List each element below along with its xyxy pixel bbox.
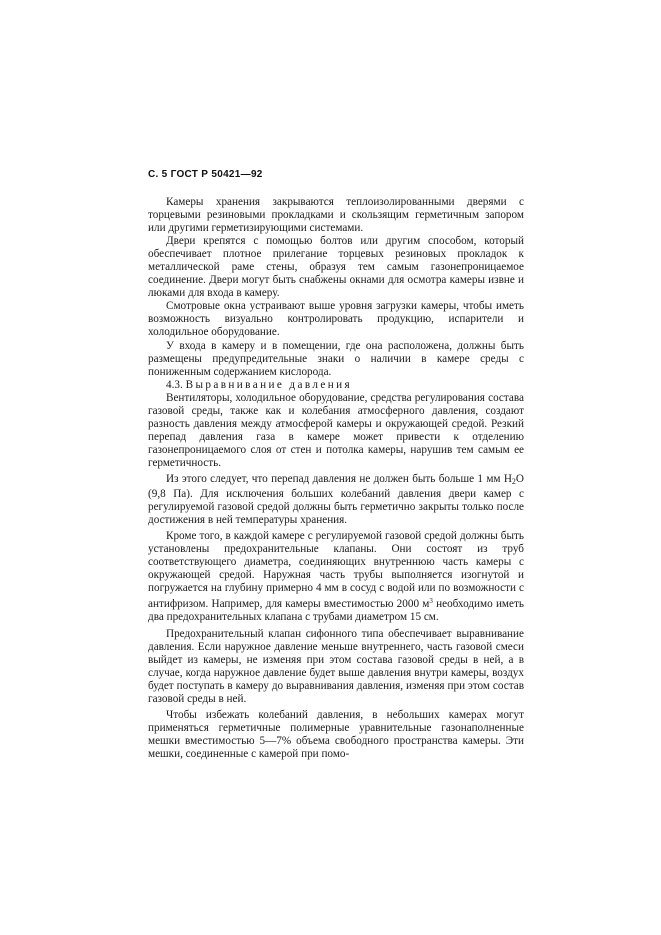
section-title: Выравнивание давления (185, 378, 353, 391)
section-heading (148, 379, 524, 392)
pressure-text-before: Из этого следует, что перепад давления не должен быть больше 1 мм Н (166, 472, 512, 485)
pressure-text-after: О (9,8 Па). Для исключения больших колебаний давления двери камер с регулируемой газовой средой должны быть герметично закрыты только после достижения в ней температуры хранения. (148, 472, 524, 527)
body-text (148, 196, 524, 761)
paragraph-compensation-bags: Чтобы избежать колебаний давления, в небольших камерах могут применяться герметичные полимерные уравнительные газонаполненные мешки вместимостью 5—7% объема свободного пространства камеры. Эти мешки, соединенные с камерой при помо- (148, 708, 524, 760)
paragraph-warning-signs: У входа в камеру и в помещении, где она расположена, должны быть размещены предупредительные знаки о наличии в камере среды с пониженным содержанием кислорода. (148, 339, 524, 378)
section-number: 4.3. (166, 378, 183, 391)
paragraph-pressure-difference: Вентиляторы, холодильное оборудование, средства регулирования состава газовой среды, также как и колебания атмосферного давления, создают разность давления между атмосферой камеры и окружающей средой. Резкий перепад давления газа в камере может привести к отделению газонепроницаемого слоя от стен и потолка камеры, нарушив тем самым ее герметичность. (148, 391, 524, 469)
valve-superscript: 3 (429, 597, 433, 606)
paragraph-safety-valves (148, 530, 524, 624)
paragraph-doors-insulation: Камеры хранения закрываются теплоизолированными дверями с торцевыми резиновыми прокладками и скользящим герметичным запором или другими герметизирующими системами. (148, 196, 524, 235)
paragraph-doors-fastening: Двери крепятся с помощью болтов или другим способом, который обеспечивает плотное прилегание торцевых резиновых прокладок к металлической раме стены, образуя тем самым газонепроницаемое соединение. Двери могут быть снабжены окнами для осмотра камеры извне и люками для входа в камеру. (148, 235, 524, 300)
page-header: С. 5 ГОСТ Р 50421—92 (148, 169, 263, 180)
paragraph-siphon-valve: Предохранительный клапан сифонного типа обеспечивает выравнивание давления. Если наружное давление меньше внутреннего, часть газовой смеси выйдет из камеры, не изменяя при этом состава газовой среды в ней, а в случае, когда наружное давление будет выше давления внутри камеры, воздух будет поступать в камеру до выравнивания давления, изменяя при этом состав газовой среды в ней. (148, 627, 524, 705)
paragraph-pressure-limit (148, 473, 524, 527)
valve-text-after: необходимо иметь два предохранительных клапана с трубами диаметром 15 см. (148, 598, 524, 624)
pressure-subscript: 2 (511, 476, 516, 486)
valve-text-before: Кроме того, в каждой камере с регулируемой газовой средой должны быть установлены предохранительные клапаны. Они состоят из труб соответствующего диаметра, соединяющих внутреннюю часть камеры с окружающей средой. Наружная часть трубы выполняется изогнутой и погружается на глубину примерно 4 мм в сосуд с водой или по возможности с антифризом. Например, для камеры вместимостью 2000 м (148, 530, 524, 611)
paragraph-view-windows: Смотровые окна устраивают выше уровня загрузки камеры, чтобы иметь возможность визуально контролировать продукцию, испарители и холодильное оборудование. (148, 300, 524, 339)
